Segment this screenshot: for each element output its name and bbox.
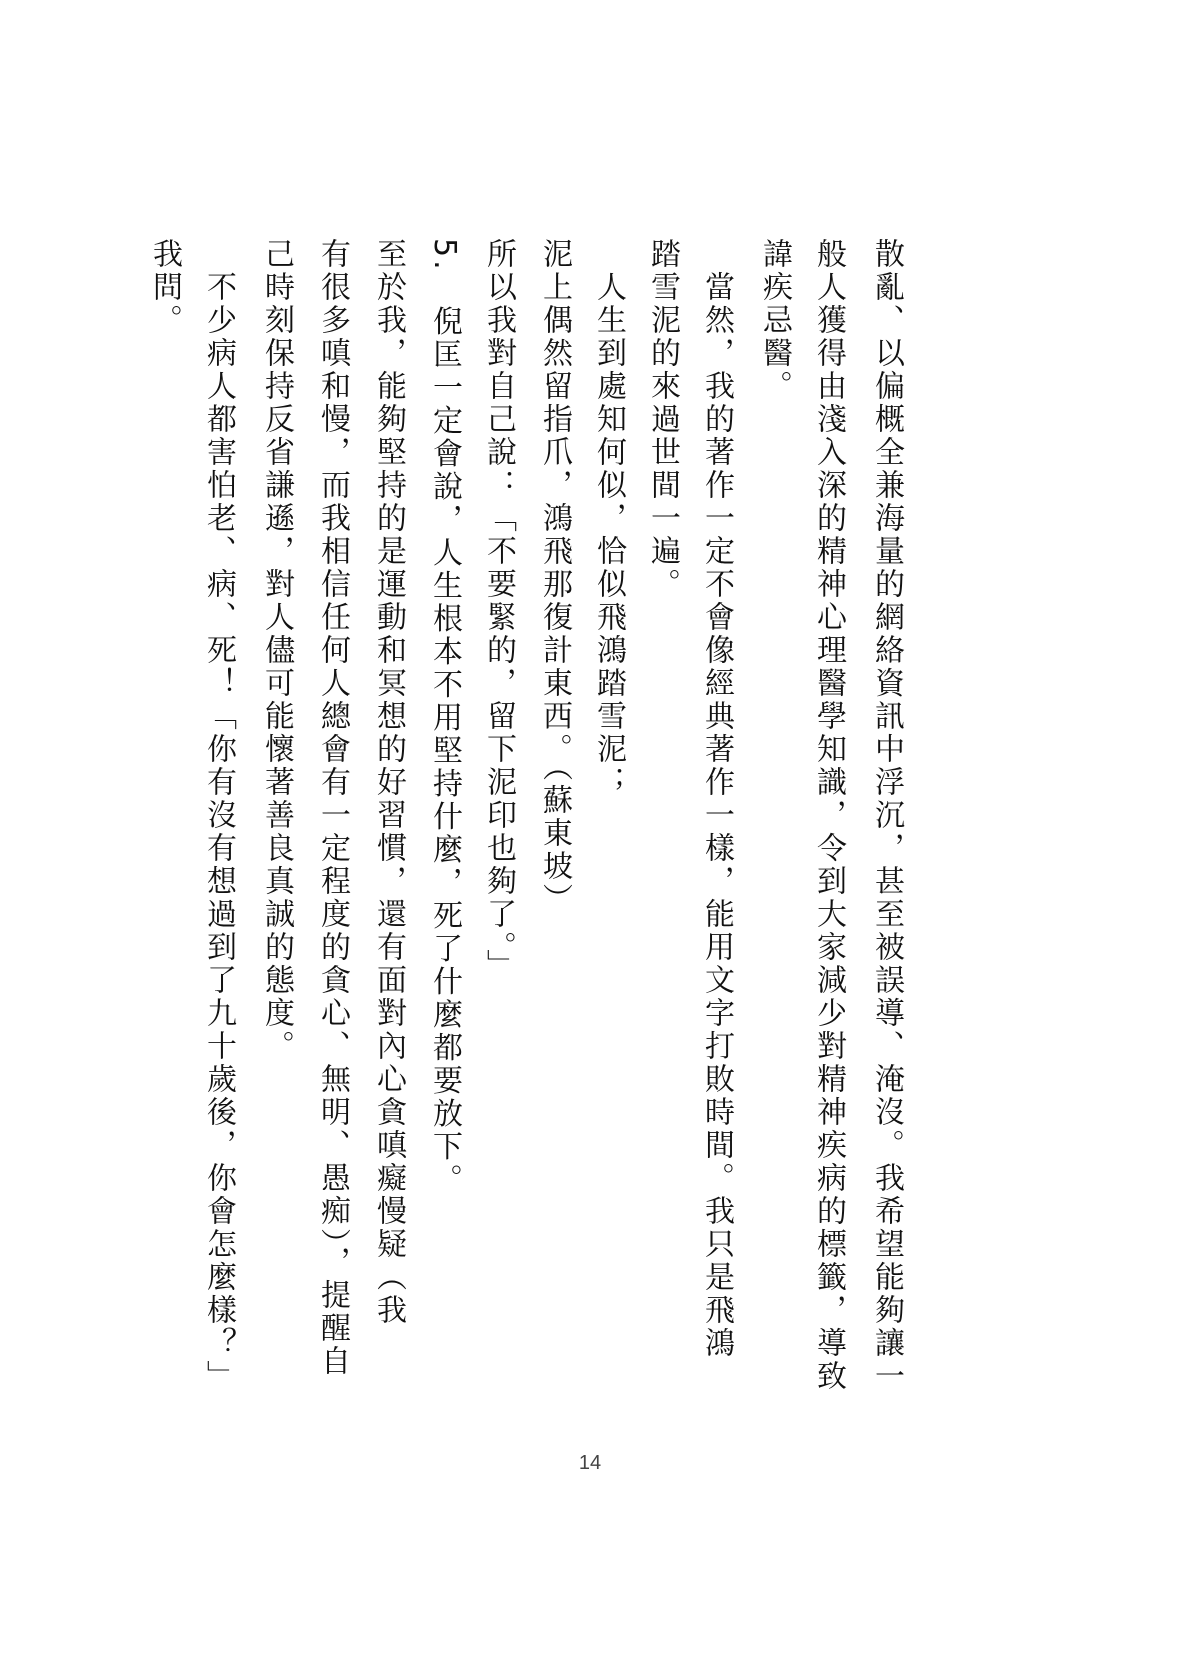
text-column-1: 散亂、以偏概全兼海量的網絡資訊中浮沉，甚至被誤導、淹沒。我希望能夠讓一 (869, 238, 904, 1393)
text-column-2: 般人獲得由淺入深的精神心理醫學知識，令到大家減少對精神疾病的標籤，導致 (811, 238, 846, 1393)
text-column-12: 己時刻保持反省謙遜，對人儘可能懷著善良真誠的態度。 (259, 238, 294, 1063)
text-column-14: 我問。 (147, 238, 182, 337)
text-column-9: 5. 倪匡一定會說，人生根本不用堅持什麼，死了什麼都要放下。 (427, 238, 462, 1197)
text-column-4: 當然，我的著作一定不會像經典著作一樣，能用文字打敗時間。我只是飛鴻 (699, 238, 734, 1360)
text-column-11: 有很多嗔和慢，而我相信任何人總會有一定程度的貪心、無明、愚痴），提醒自 (315, 238, 350, 1378)
text-column-6: 人生到處知何似，恰似飛鴻踏雪泥； (591, 238, 626, 799)
text-column-5: 踏雪泥的來過世間一遍。 (645, 238, 680, 601)
page-number: 14 (578, 1452, 602, 1474)
text-column-13: 不少病人都害怕老、病、死！「你有沒有想過到了九十歲後，你會怎麼樣？」 (201, 238, 236, 1393)
text-column-10: 至於我，能夠堅持的是運動和冥想的好習慣，還有面對內心貪嗔癡慢疑（我 (371, 238, 406, 1327)
text-column-3: 諱疾忌醫。 (757, 238, 792, 403)
text-column-7: 泥上偶然留指爪，鴻飛那復計東西。（蘇東坡） (537, 238, 572, 916)
text-column-8: 所以我對自己說：「不要緊的，留下泥印也夠了。」 (481, 238, 516, 982)
